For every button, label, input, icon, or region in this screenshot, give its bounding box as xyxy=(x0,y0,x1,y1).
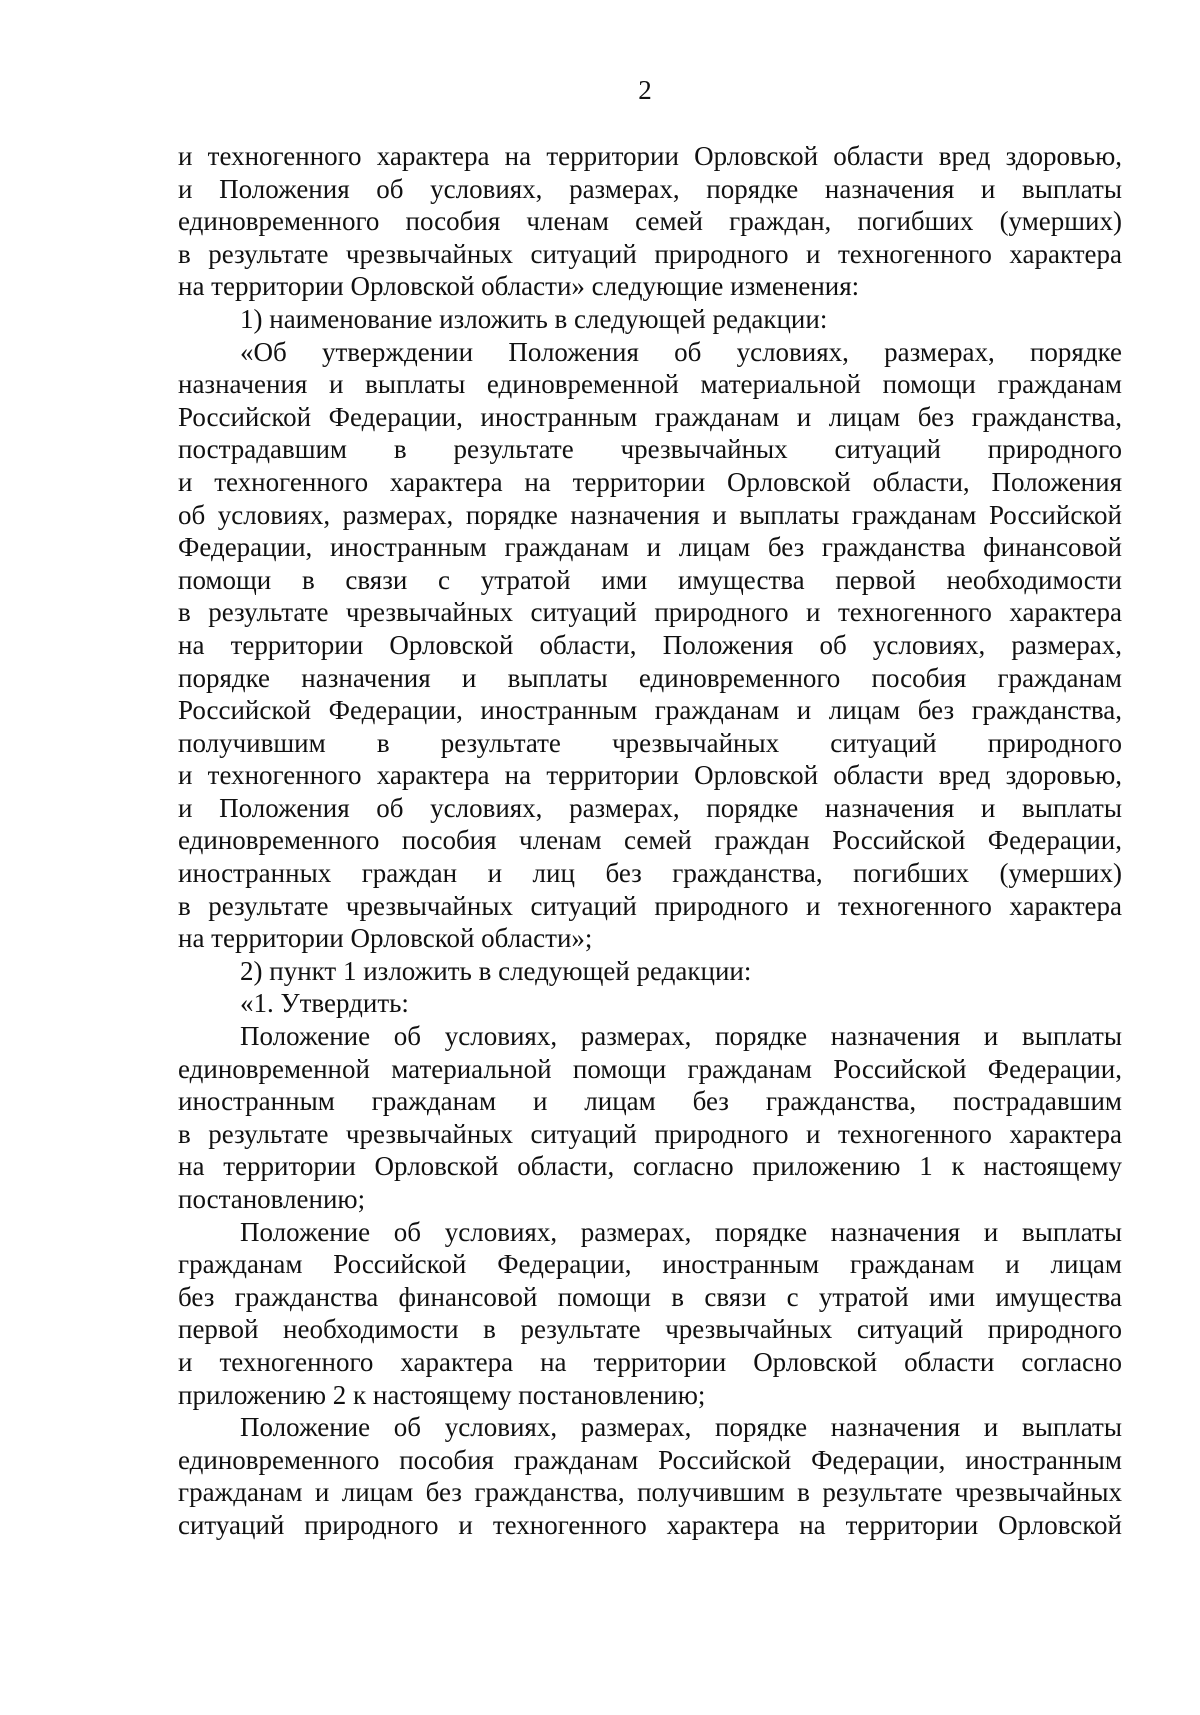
text-line: на территории Орловской области, Положения об условиях, размерах, xyxy=(178,629,1122,660)
text-line: и техногенного характера на территории Орловской области, Положения xyxy=(178,466,1122,497)
text-line: гражданам и лицам без гражданства, получившим в результате чрезвычайных xyxy=(178,1477,1122,1508)
text-line: порядке назначения и выплаты единовременного пособия гражданам xyxy=(178,662,1122,693)
paragraph xyxy=(178,955,1122,988)
text-line: приложению 2 к настоящему постановлению; xyxy=(178,1379,706,1410)
page-number: 2 xyxy=(638,75,652,105)
text-line: постановлению; xyxy=(178,1184,366,1214)
text-line: иностранным гражданам и лицам без гражданства, пострадавшим xyxy=(178,1086,1122,1117)
text-line: и техногенного характера на территории Орловской области согласно xyxy=(178,1346,1122,1377)
text-line: помощи в связи с утратой ими имущества первой необходимости xyxy=(178,564,1122,595)
text-line: единовременного пособия гражданам Российской Федерации, иностранным xyxy=(178,1444,1122,1475)
text-line: и Положения об условиях, размерах, порядке назначения и выплаты xyxy=(178,792,1122,823)
text-line: единовременной материальной помощи гражданам Российской Федерации, xyxy=(178,1053,1122,1084)
text-line: единовременного пособия членам семей граждан Российской Федерации, xyxy=(178,825,1122,856)
text-line: 1) наименование изложить в следующей редакции: xyxy=(240,303,828,334)
text-line: об условиях, размерах, порядке назначения и выплаты гражданам Российской xyxy=(178,499,1122,530)
text-line: Положение об условиях, размерах, порядке назначения и выплаты xyxy=(240,1412,1122,1443)
text-line: Федерации, иностранным гражданам и лицам без гражданства финансовой xyxy=(178,532,1122,563)
text-line: получившим в результате чрезвычайных ситуаций природного xyxy=(178,727,1122,758)
paragraph xyxy=(178,303,1122,336)
text-line: Положение об условиях, размерах, порядке назначения и выплаты xyxy=(240,1021,1122,1052)
paragraph xyxy=(178,140,1122,303)
text-line: в результате чрезвычайных ситуаций природного и техногенного характера xyxy=(178,890,1122,921)
text-line: «1. Утвердить: xyxy=(240,988,409,1019)
text-line: на территории Орловской области, согласно приложению 1 к настоящему xyxy=(178,1151,1122,1182)
text-line: Российской Федерации, иностранным гражданам и лицам без гражданства, xyxy=(178,695,1122,726)
text-line: Российской Федерации, иностранным гражданам и лицам без гражданства, xyxy=(178,401,1122,432)
text-line: без гражданства финансовой помощи в связи с утратой ими имущества xyxy=(178,1281,1122,1312)
text-line: в результате чрезвычайных ситуаций природного и техногенного характера xyxy=(178,238,1122,269)
text-line: и Положения об условиях, размерах, порядке назначения и выплаты xyxy=(178,173,1122,204)
text-line: назначения и выплаты единовременной материальной помощи гражданам xyxy=(178,369,1122,400)
text-line: в результате чрезвычайных ситуаций природного и техногенного характера xyxy=(178,597,1122,628)
text-line: и техногенного характера на территории Орловской области вред здоровью, xyxy=(178,760,1122,791)
document-body xyxy=(178,140,1122,1542)
paragraph xyxy=(178,987,1122,1020)
text-line: 2) пункт 1 изложить в следующей редакции: xyxy=(240,955,752,986)
paragraph xyxy=(178,1411,1122,1541)
text-line: ситуаций природного и техногенного характера на территории Орловской xyxy=(178,1509,1122,1540)
text-line: «Об утверждении Положения об условиях, размерах, порядке xyxy=(240,336,1122,367)
text-line: и техногенного характера на территории Орловской области вред здоровью, xyxy=(178,141,1122,171)
text-line: на территории Орловской области»; xyxy=(178,923,593,954)
paragraph xyxy=(178,1020,1122,1216)
text-line: единовременного пособия членам семей граждан, погибших (умерших) xyxy=(178,206,1122,237)
text-line: пострадавшим в результате чрезвычайных ситуаций природного xyxy=(178,434,1122,465)
text-line: первой необходимости в результате чрезвычайных ситуаций природного xyxy=(178,1314,1122,1345)
text-line: Положение об условиях, размерах, порядке назначения и выплаты xyxy=(240,1216,1122,1247)
text-line: в результате чрезвычайных ситуаций природного и техногенного характера xyxy=(178,1118,1122,1149)
text-line: гражданам Российской Федерации, иностранным гражданам и лицам xyxy=(178,1249,1122,1280)
paragraph xyxy=(178,336,1122,955)
text-line: на территории Орловской области» следующие изменения: xyxy=(178,271,860,302)
text-line: иностранных граждан и лиц без гражданства, погибших (умерших) xyxy=(178,858,1122,889)
paragraph xyxy=(178,1216,1122,1412)
